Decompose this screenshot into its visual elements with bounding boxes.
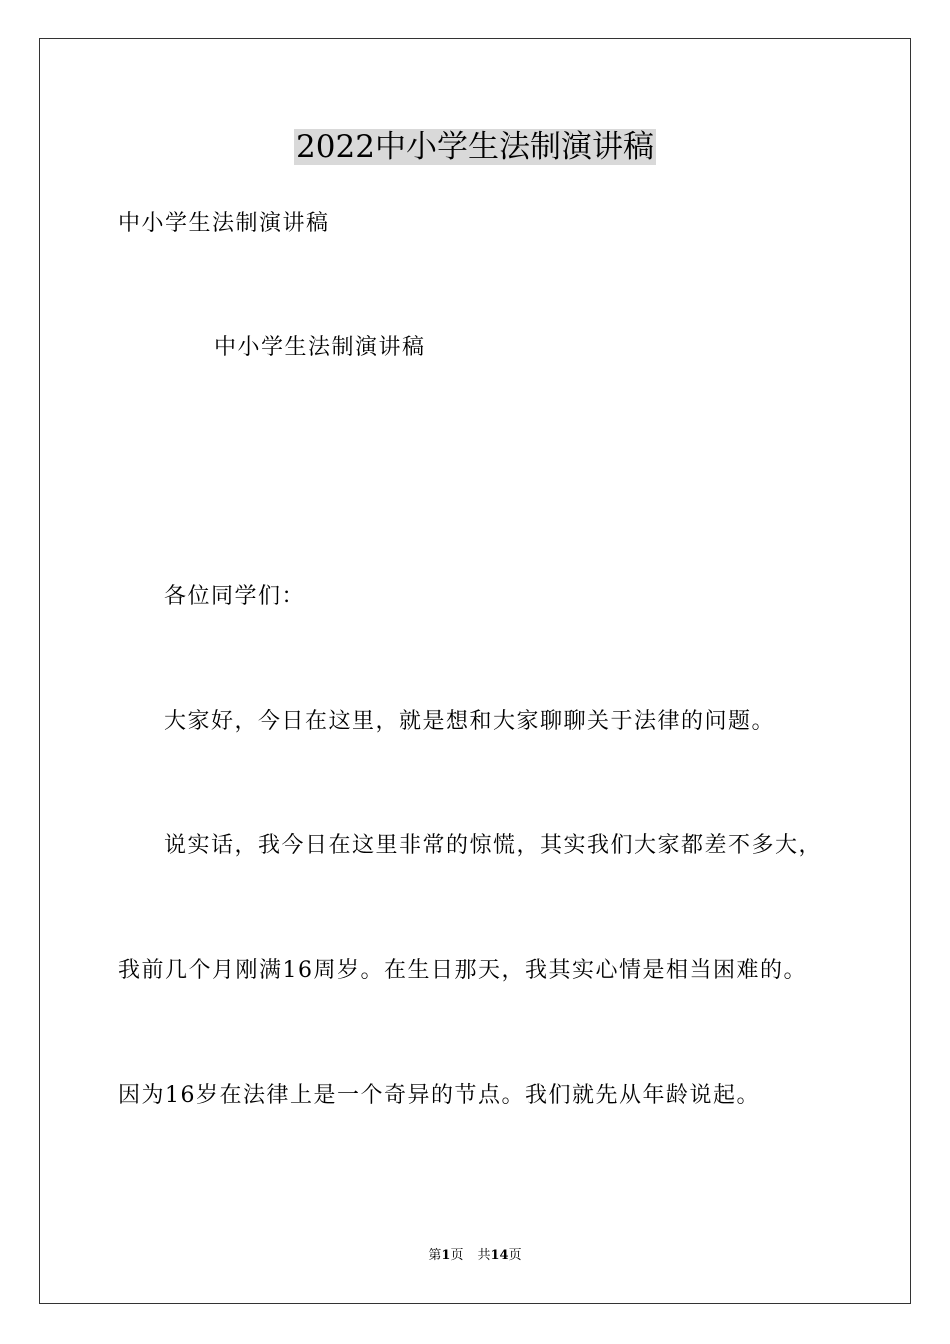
page-footer bbox=[0, 1247, 950, 1265]
footer-total-suffix: 页 bbox=[508, 1248, 522, 1263]
paragraph-line: 说实话，我今日在这里非常的惊慌，其实我们大家都差不多大， bbox=[164, 833, 823, 858]
document-title bbox=[0, 127, 950, 167]
footer-page-number: 1 bbox=[441, 1248, 451, 1263]
document-heading: 中小学生法制演讲稿 bbox=[214, 335, 426, 360]
footer-page-prefix: 第 bbox=[428, 1248, 442, 1263]
paragraph-line: 大家好，今日在这里，就是想和大家聊聊关于法律的问题。 bbox=[164, 709, 776, 734]
footer-total-pages: 14 bbox=[490, 1248, 509, 1263]
footer-page-suffix: 页 bbox=[450, 1248, 464, 1263]
footer-total-prefix: 共 bbox=[477, 1248, 491, 1263]
paragraph-greeting: 各位同学们： bbox=[164, 584, 306, 609]
document-title-text: 2022中小学生法制演讲稿 bbox=[296, 129, 654, 165]
paragraph-line: 因为16岁在法律上是一个奇异的节点。我们就先从年龄说起。 bbox=[118, 1083, 760, 1108]
document-subtitle: 中小学生法制演讲稿 bbox=[118, 211, 330, 236]
paragraph-line: 我前几个月刚满16周岁。在生日那天，我其实心情是相当困难的。 bbox=[118, 958, 807, 983]
